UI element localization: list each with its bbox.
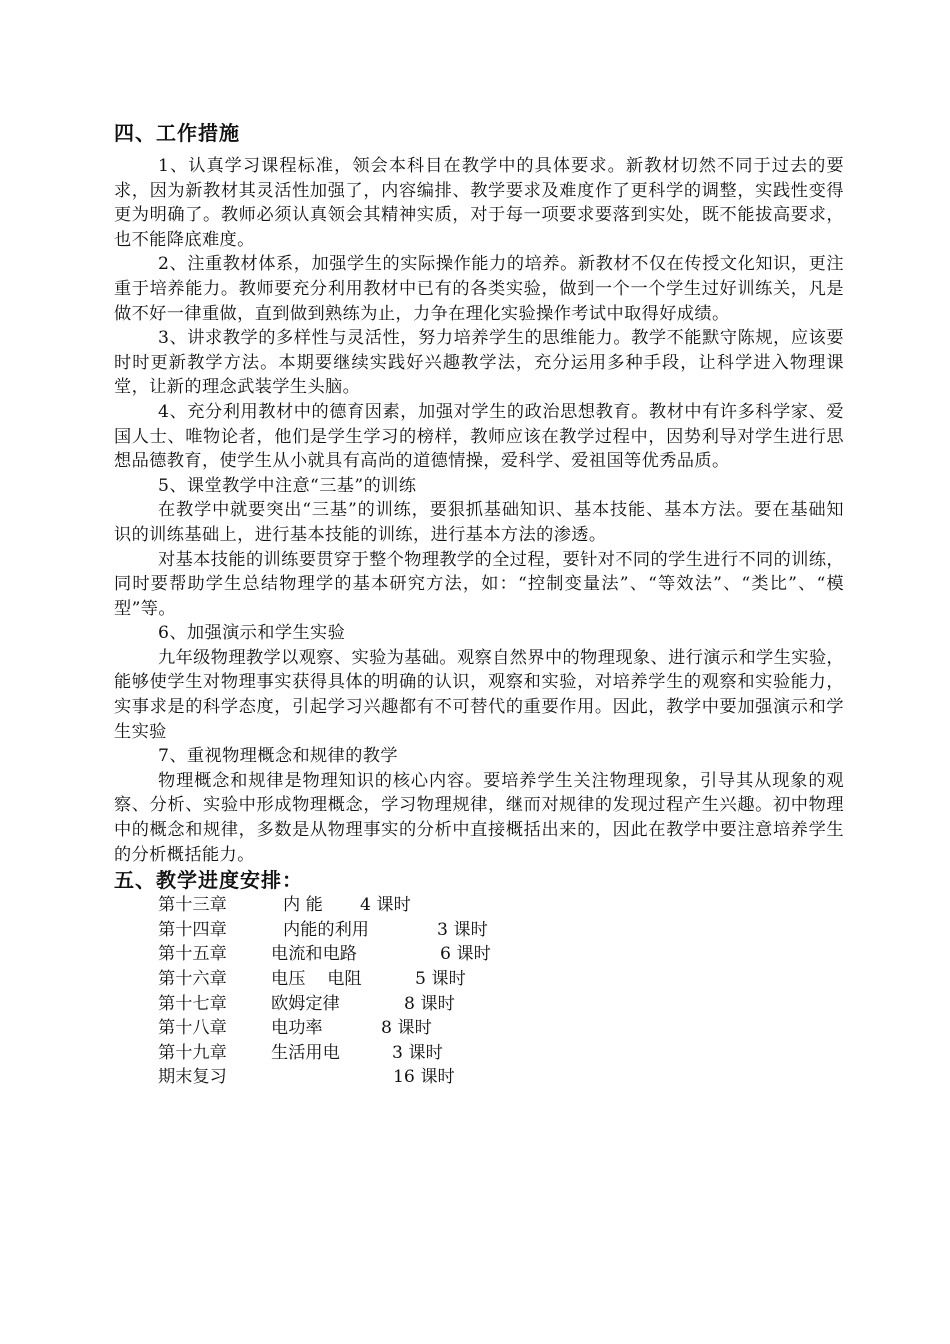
paragraph: 2、注重教材体系，加强学生的实际操作能力的培养。新教材不仅在传授文化知识，更注重于培养能力。教师要充分利用教材中已有的各类实验，做到一个一个学生过好训练关，凡是做不好一律重做，直到做到熟练为止，力争在理化实验操作考试中取得好成绩。: [114, 254, 844, 324]
paragraph: 对基本技能的训练要贯穿于整个物理教学的全过程，要针对不同的学生进行不同的训练，同时要帮助学生总结物理学的基本研究方法，如：“控制变量法”、“等效法”、“类比”、“模型”等。: [114, 549, 844, 619]
schedule-hours: 6 课时: [440, 944, 491, 965]
schedule-topic: 电压 电阻: [271, 969, 362, 989]
schedule-row: [114, 918, 844, 943]
schedule-row: [114, 893, 844, 918]
subheading: 7、重视物理概念和规律的教学: [158, 746, 398, 767]
schedule-hours: 3 课时: [437, 919, 488, 940]
schedule-hours: 3 课时: [392, 1042, 443, 1063]
paragraph: 3、讲求教学的多样性与灵活性，努力培养学生的思维能力。教学不能默守陈规，应该要时时更新教学方法。本期要继续实践好兴趣教学法，充分运用多种手段，让科学进入物理课堂，让新的理念武装学生头脑。: [114, 328, 844, 398]
section-heading-schedule: 五、教学进度安排：: [114, 868, 303, 893]
schedule-hours: 16 课时: [393, 1067, 455, 1088]
schedule-row: [114, 1065, 844, 1090]
paragraph: 九年级物理教学以观察、实验为基础。观察自然界中的物理现象、进行演示和学生实验，能够使学生对物理事实获得具体的明确的认识，观察和实验，对培养学生的观察和实验能力，实事求是的科学态度，引起学习兴趣都有不可替代的重要作用。因此，教学中要加强演示和学生实验: [114, 647, 844, 742]
paragraph: 1、认真学习课程标准，领会本科目在教学中的具体要求。新教材切然不同于过去的要求，因为新教材其灵活性加强了，内容编排、教学要求及难度作了更科学的调整，实践性变得更为明确了。教师必须认真领会其精神实质，对于每一项要求要落到实处，既不能拔高要求，也不能降底难度。: [114, 156, 844, 250]
paragraph: 在教学中就要突出“三基”的训练，要狠抓基础知识、基本技能、基本方法。要在基础知识的训练基础上，进行基本技能的训练，进行基本方法的渗透。: [114, 500, 844, 545]
schedule-hours: 8 课时: [404, 993, 455, 1014]
schedule-chapter: 第十八章: [158, 1018, 227, 1039]
schedule-chapter: 第十六章: [158, 969, 227, 989]
schedule-chapter: 第十三章: [158, 895, 227, 916]
schedule-row: [114, 942, 844, 967]
paragraph: 4、充分利用教材中的德育因素，加强对学生的政治思想教育。教材中有许多科学家、爱国人士、唯物论者，他们是学生学习的榜样，教师应该在教学过程中，因势利导对学生进行思想品德教育，使学生从小就具有高尚的道德情操，爱科学、爱祖国等优秀品质。: [114, 401, 844, 472]
schedule-topic: 电功率: [271, 1018, 323, 1039]
schedule-chapter: 第十五章: [158, 944, 227, 965]
document-body: [114, 118, 844, 1090]
subheading: 5、课堂教学中注意“三基”的训练: [158, 475, 417, 496]
subheading: 6、加强演示和学生实验: [158, 623, 346, 644]
schedule-topic: 欧姆定律: [271, 993, 340, 1014]
schedule-topic: 内 能: [283, 895, 323, 916]
schedule-topic: 生活用电: [271, 1042, 340, 1063]
paragraph: 物理概念和规律是物理知识的核心内容。要培养学生关注物理现象，引导其从现象的观察、分析、实验中形成物理概念，学习物理规律，继而对规律的发现过程产生兴趣。初中物理中的概念和规律，多数是从物理事实的分析中直接概括出来的，因此在教学中要注意培养学生的分析概括能力。: [114, 770, 844, 865]
schedule-chapter: 第十九章: [158, 1042, 227, 1063]
schedule-list: [114, 893, 844, 1090]
schedule-hours: 4 课时: [360, 895, 411, 916]
schedule-chapter: 期末复习: [158, 1067, 227, 1088]
section-heading-measures: 四、工作措施: [114, 121, 240, 145]
schedule-chapter: 第十七章: [158, 993, 227, 1014]
schedule-hours: 5 课时: [415, 969, 466, 989]
schedule-row: [114, 967, 844, 992]
schedule-hours: 8 课时: [381, 1018, 432, 1039]
schedule-topic: 电流和电路: [271, 944, 357, 965]
schedule-row: [114, 992, 844, 1017]
schedule-chapter: 第十四章: [158, 919, 227, 940]
schedule-topic: 内能的利用: [283, 919, 369, 940]
schedule-row: [114, 1041, 844, 1066]
schedule-row: [114, 1016, 844, 1041]
